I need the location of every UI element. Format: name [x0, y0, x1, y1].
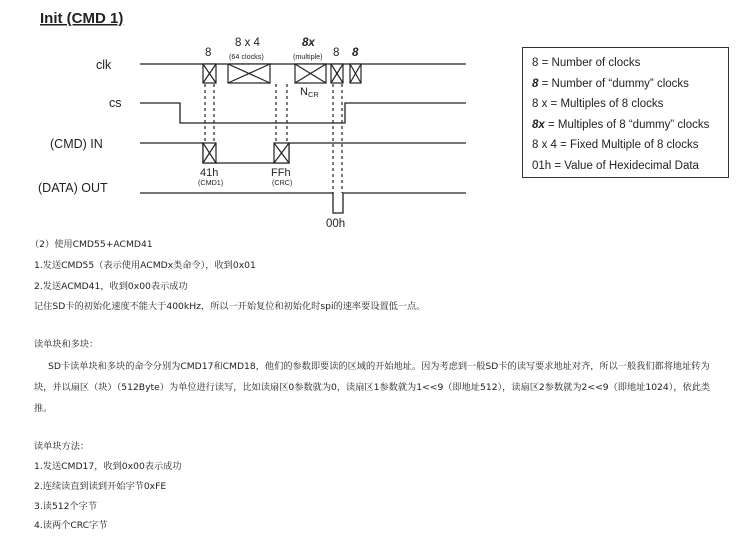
paragraph: SD卡读单块和多块的命令分别为CMD17和CMD18，他们的参数即要读的区域的开始地址。因为考虑到一般SD卡的读写要求地址对齐，所以一般我们都将地址转为块，并以扇区（块）（512Byte）为单位进行读写，比如读扇区0参数就为0，读扇区1参数就为1<<9（即地址512），读扇区2参数就为2<<9（即地址1024），依此类推。 — [34, 361, 711, 414]
ncr-label — [300, 86, 319, 99]
cmd-box-41h — [203, 143, 216, 163]
clk-box-8a — [203, 64, 216, 83]
legend-text: = Number of “dummy” clocks — [538, 77, 689, 90]
legend-key: 8 — [532, 57, 539, 69]
text-line: 2.连续读直到读到开始字节0xFE — [34, 481, 167, 492]
section-heading: 读单块方法： — [34, 441, 90, 452]
legend-box — [522, 47, 729, 178]
cmd-label-crc: (CRC) — [272, 178, 293, 187]
text-line: 3.读512个字节 — [34, 501, 98, 512]
text-line: 2.发送ACMD41，收到0x00表示成功 — [34, 281, 188, 292]
clk-label-8b: 8 — [333, 47, 340, 59]
clk-label-64: (64 clocks) — [229, 52, 264, 61]
text-line: （2）使用CMD55+ACMD41 — [30, 239, 153, 250]
legend-text: = Fixed Multiple of 8 clocks — [556, 139, 699, 151]
text-line: 记住SD卡的初始化速度不能大于400kHz，所以一开始复位和初始化时spi的速率要设置低一点。 — [34, 301, 426, 312]
legend-row-2 — [532, 74, 728, 95]
legend-row-6 — [532, 156, 728, 177]
legend-row-5 — [532, 135, 728, 156]
legend-key: 8x — [532, 118, 545, 131]
legend-text: = Value of Hexidecimal Data — [551, 159, 699, 172]
legend-text: = Multiples of 8 “dummy” clocks — [544, 118, 710, 131]
cmd-label-cmd1: (CMD1) — [198, 178, 224, 187]
ncr-sub: CR — [307, 90, 319, 99]
cs-waveform — [140, 103, 466, 123]
text-line: 1.发送CMD55（表示使用ACMDx类命令），收到0x01 — [34, 260, 256, 271]
clk-label-multiple: (multiple) — [293, 52, 323, 61]
legend-key: 01h — [532, 159, 552, 172]
legend-row-4 — [532, 115, 728, 136]
clk-box-8b — [331, 64, 343, 83]
cmd-label-41h: 41h — [200, 167, 219, 179]
clk-box-8c — [350, 64, 361, 83]
signal-label-data-out: (DATA) OUT — [38, 181, 108, 195]
legend-key: 8 — [532, 77, 539, 90]
text-line: 4.读两个CRC字节 — [34, 520, 108, 531]
clk-label-8x: 8x — [302, 37, 315, 49]
legend-row-3 — [532, 94, 728, 115]
cmd-box-ffh — [274, 143, 289, 163]
text-line: 1.发送CMD17，收到0x00表示成功 — [34, 461, 182, 472]
clk-box-8x — [295, 64, 326, 83]
signal-label-clk: clk — [96, 58, 112, 72]
legend-text: = Number of clocks — [538, 57, 641, 69]
clk-box-8x4 — [228, 64, 270, 83]
clk-label-8a: 8 — [205, 47, 212, 59]
legend-key: 8 x 4 — [532, 139, 557, 151]
cmd-label-ffh: FFh — [271, 167, 291, 179]
clk-label-8c: 8 — [352, 47, 359, 59]
data-out-label-00h: 00h — [326, 218, 346, 230]
section-heading: 读单块和多块： — [34, 339, 99, 350]
diagram-title: Init (CMD 1) — [40, 10, 124, 27]
signal-label-cmd-in: (CMD) IN — [50, 137, 103, 151]
data-out-waveform — [140, 193, 466, 213]
clk-label-8x4: 8 x 4 — [235, 37, 260, 49]
legend-key: 8 x — [532, 98, 548, 110]
legend-text: = Multiples of 8 clocks — [547, 98, 664, 110]
ncr-main: N — [300, 86, 308, 98]
legend-row-1 — [532, 53, 728, 74]
signal-label-cs: cs — [109, 96, 122, 110]
cmd-in-waveform — [140, 143, 466, 163]
